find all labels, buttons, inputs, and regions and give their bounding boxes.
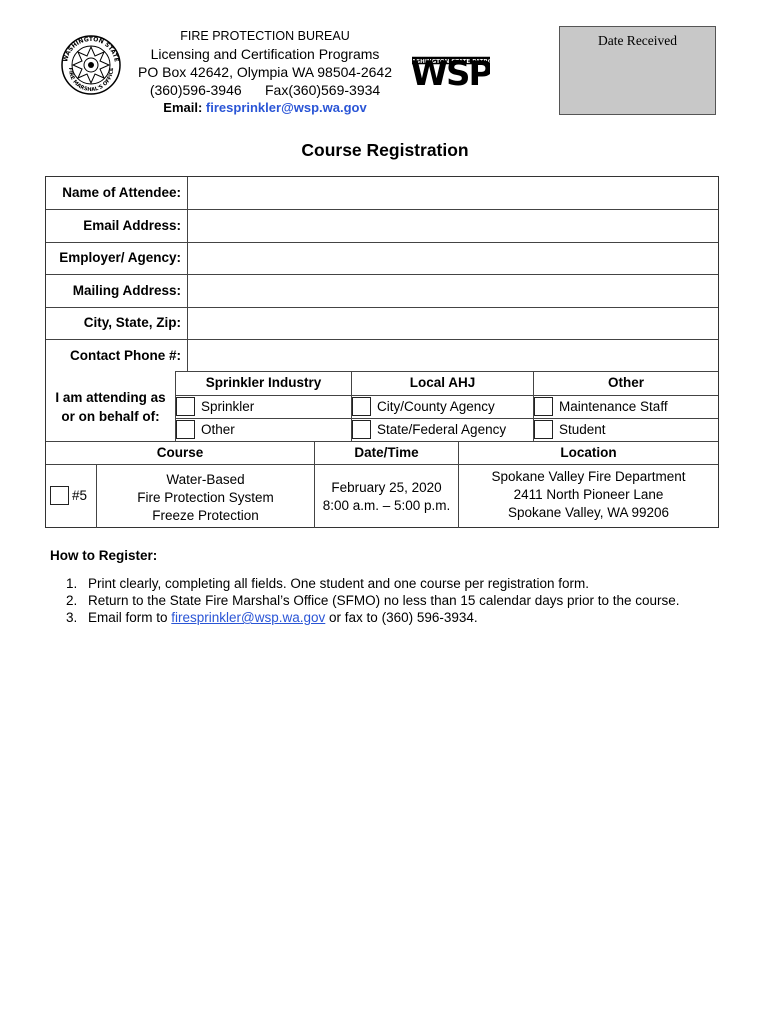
instruction-step: 2. Return to the State Fire Marshal’s Office (SFMO) no less than 15 calendar days prior to the course.	[66, 593, 680, 608]
maintenance-staff-label: Maintenance Staff	[559, 399, 668, 414]
logo-text: WSP	[412, 54, 490, 89]
seal-bottom-text: FIRE MARSHAL'S OFFICE	[66, 67, 116, 94]
student-label: Student	[559, 422, 606, 437]
date-received-box	[559, 26, 716, 115]
logo-banner-text: ASHINGTON STATE PATR	[412, 58, 488, 65]
mailing-address-field[interactable]	[189, 276, 716, 306]
location-header: Location	[560, 445, 617, 460]
mailing-address: PO Box 42642, Olympia WA 98504-2642	[138, 64, 392, 80]
state-federal-agency-checkbox[interactable]	[352, 420, 371, 439]
sprinkler-option-label: Sprinkler	[201, 399, 255, 414]
employer-agency-field[interactable]	[189, 243, 716, 273]
sprinkler-industry-heading: Sprinkler Industry	[205, 375, 322, 390]
program-name: Licensing and Certification Programs	[150, 46, 380, 62]
local-ahj-heading: Local AHJ	[409, 375, 476, 390]
student-checkbox[interactable]	[534, 420, 553, 439]
course-header: Course	[156, 445, 204, 460]
date-received-label: Date Received	[597, 33, 678, 48]
city-state-zip-field[interactable]	[189, 308, 716, 338]
employer-agency-label: Employer/ Agency:	[59, 250, 181, 265]
course-5-checkbox[interactable]	[50, 486, 69, 505]
page-title: Course Registration	[301, 140, 469, 160]
datetime-header: Date/Time	[354, 445, 419, 460]
how-to-register-heading: How to Register:	[50, 548, 158, 563]
maintenance-staff-checkbox[interactable]	[534, 397, 553, 416]
state-federal-agency-label: State/Federal Agency	[377, 422, 507, 437]
header-contact-block	[120, 27, 410, 117]
mailing-address-label: Mailing Address:	[72, 283, 181, 298]
email-address-label: Email Address:	[83, 218, 181, 233]
email-label: Email:	[163, 100, 203, 115]
wsp-logo-icon	[412, 43, 490, 89]
other-heading: Other	[607, 375, 644, 390]
instruction-step: 1. Print clearly, completing all fields. One student and one course per registration form.	[66, 576, 589, 591]
contact-phone-field[interactable]	[189, 341, 716, 371]
bureau-name: FIRE PROTECTION BUREAU	[180, 29, 350, 43]
phone-fax: (360)596-3946 Fax(360)569-3934	[149, 82, 381, 98]
instruction-steps	[66, 575, 680, 626]
name-of-attendee-field[interactable]	[189, 178, 716, 208]
registration-form	[45, 176, 719, 528]
instruction-step: 3. Email form to firesprinkler@wsp.wa.gov or fax to (360) 596-3934.	[66, 610, 478, 625]
sprinkler-checkbox[interactable]	[176, 397, 195, 416]
course-number: #5	[72, 488, 88, 503]
header-email-line	[120, 99, 410, 117]
sprinkler-other-option-label: Other	[201, 422, 235, 437]
course-name: Water-Based Fire Protection System Freeze Protection	[137, 472, 274, 523]
email-address-field[interactable]	[189, 211, 716, 241]
seal-top-text: WASHINGTON STATE	[62, 35, 120, 63]
name-of-attendee-label: Name of Attendee:	[62, 185, 181, 200]
course-date: February 25, 2020	[331, 480, 442, 495]
sprinkler-other-checkbox[interactable]	[176, 420, 195, 439]
instructions-email-link[interactable]: firesprinkler@wsp.wa.gov	[171, 610, 326, 625]
course-time: 8:00 a.m. – 5:00 p.m.	[322, 498, 451, 513]
course-datetime	[315, 479, 458, 515]
city-county-agency-label: City/County Agency	[377, 399, 495, 414]
header-email-link[interactable]: firesprinkler@wsp.wa.gov	[205, 100, 367, 115]
fire-marshal-seal-icon	[60, 34, 122, 96]
city-county-agency-checkbox[interactable]	[352, 397, 371, 416]
contact-phone-label: Contact Phone #:	[69, 348, 181, 363]
city-state-zip-label: City, State, Zip:	[83, 315, 181, 330]
course-location: Spokane Valley Fire Department 2411 North Pioneer Lane Spokane Valley, WA 99206	[491, 469, 686, 520]
attending-label: I am attending as or on behalf of:	[55, 390, 166, 424]
